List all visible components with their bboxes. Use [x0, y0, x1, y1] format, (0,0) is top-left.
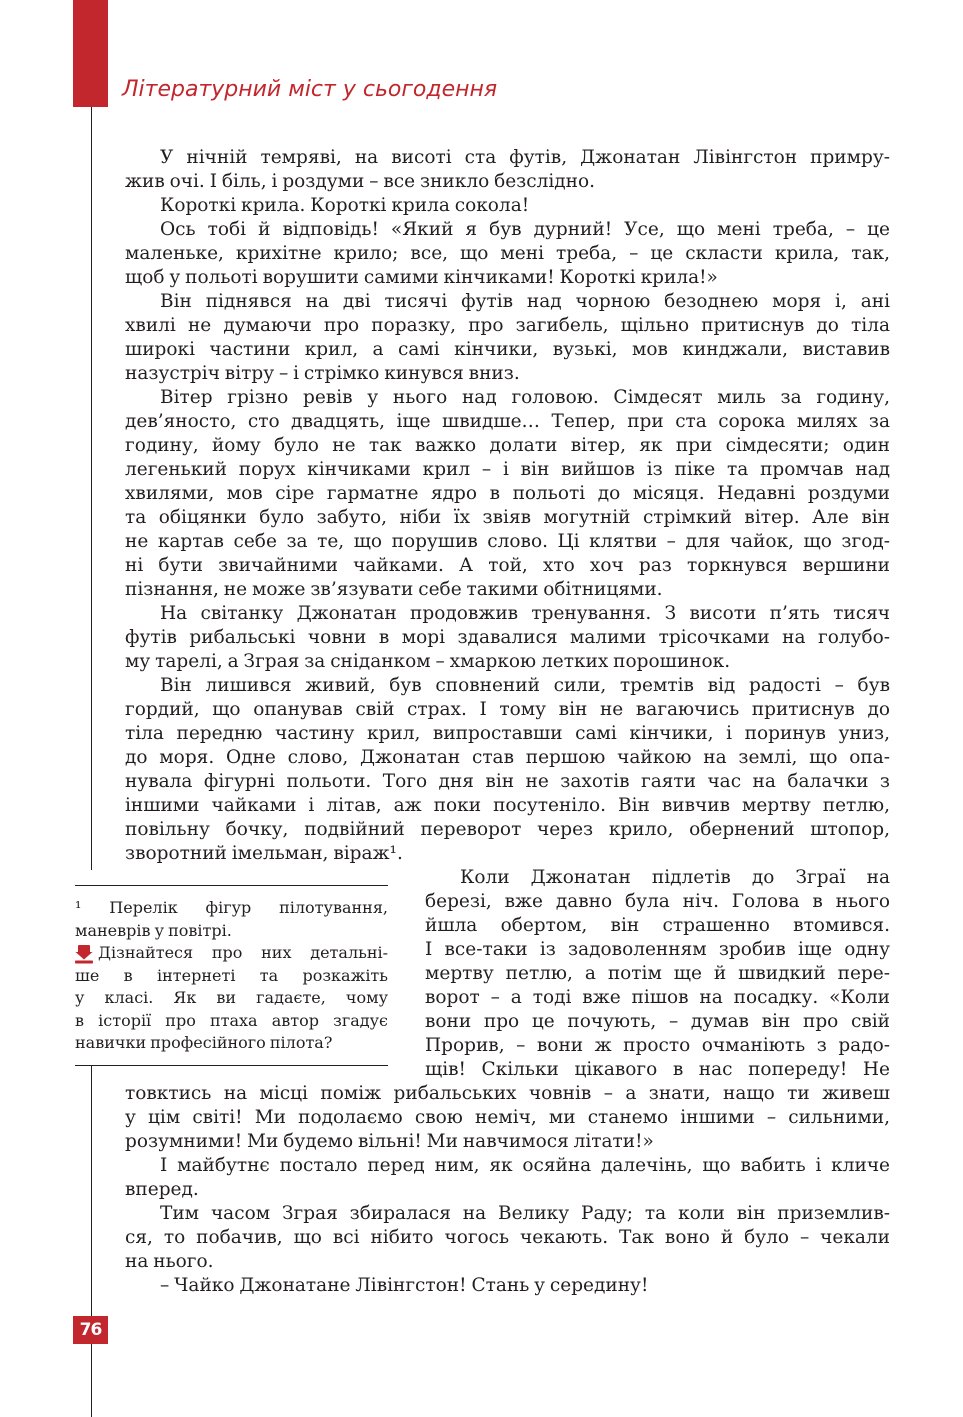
text-line: березі, вже давно була ніч. Голова в нього	[425, 891, 890, 912]
task-line: навички професійного пілота?	[75, 1033, 333, 1052]
text-line: Коли Джонатан підлетів до Зграї на	[460, 867, 890, 888]
main-text	[125, 146, 890, 866]
text-line: вперед.	[125, 1179, 199, 1200]
text-line: та обіцянки було забуто, ніби їх звіяв могутній стрімкий вітер. Але він	[125, 507, 890, 528]
paragraph	[125, 674, 890, 866]
text-line: У нічній темряві, на висоті ста футів, Джонатан Лівінгстон примру-	[160, 147, 890, 168]
text-line: щоб у польоті ворушити самими кінчиками! Короткі крила!»	[125, 267, 718, 288]
text-line: На світанку Джонатан продовжив тренування. З висоти п’ять тисяч	[160, 603, 890, 624]
text-line: йшла обертом, він страшенно втомився.	[425, 915, 890, 936]
paragraph	[425, 866, 890, 1082]
text-line: Він піднявся на дві тисячі футів над чорною безоднею моря і, ані	[160, 291, 890, 312]
paragraph	[125, 146, 890, 194]
side-column-text	[425, 866, 890, 1082]
text-line: назустріч вітру – і стрімко кинувся вниз.	[125, 363, 520, 384]
footnote	[75, 897, 388, 942]
text-line: маленьке, крихітне крило; все, що мені треба, – це скласти крила, так,	[125, 243, 890, 264]
footnote-line: маневрів у повітрі.	[75, 920, 232, 940]
task-line: у класі. Як ви гадаєте, чому	[75, 988, 388, 1007]
text-line: нувала фігурні польоти. Того дня він не захотів гаяти час на балачки з	[125, 771, 890, 792]
text-line: щів! Скільки цікавого в нас попереду! Не	[425, 1059, 890, 1080]
text-line: у цім світі! Ми подолаємо свою неміч, ми станемо іншими – сильними,	[125, 1107, 890, 1128]
text-line: не картав себе за те, що порушив слово. Ці клятви – для чайок, що згод-	[125, 531, 890, 552]
main-text	[125, 1082, 890, 1298]
text-line: Тим часом Зграя збиралася на Велику Раду; та коли він приземлив-	[160, 1203, 890, 1224]
text-line: до моря. Одне слово, Джонатан став першою чайкою на землі, що опа-	[125, 747, 890, 768]
text-line: дев’яносто, сто двадцять, іще швидше… Тепер, при ста сорока милях за	[125, 411, 890, 432]
task-line: в історії про птаха автор згадує	[75, 1010, 388, 1030]
footnote-line: ¹ Перелік фігур пілотування,	[75, 898, 388, 917]
task-line: ше в інтернеті та розкажіть	[75, 965, 388, 985]
task-note	[75, 942, 388, 1055]
text-line: жив очі. І біль, і роздуми – все зникло безслідно.	[125, 171, 596, 192]
text-line: широкі частини крил, а самі кінчики, вузькі, мов кинджали, виставив	[125, 339, 890, 360]
sidebar-note	[75, 897, 388, 1055]
text-line: легенький порух кінчиками крил – і він вийшов із піке та промчав над	[125, 459, 890, 480]
text-line: Прорив, – вони ж просто очманіють з радо-	[425, 1035, 890, 1056]
text-line: Короткі крила. Короткі крила сокола!	[160, 195, 530, 216]
text-line: зворотний імельман, віраж¹.	[125, 843, 403, 864]
sidebar-top-rule	[75, 885, 388, 886]
text-line: годину, йому було не так важко долати вітер, як при сімдесяти; один	[125, 435, 890, 456]
sidebar-bottom-rule	[75, 1065, 388, 1066]
margin-rule	[91, 107, 92, 870]
text-line: Він лишився живий, був сповнений сили, тремтів від радості – був	[160, 675, 890, 696]
text-line: хвилями, мов сіре гарматне ядро в польоті до місяця. Недавні роздуми	[125, 483, 890, 504]
download-icon	[75, 945, 93, 964]
paragraph	[125, 194, 890, 218]
text-line: Ось тобі й відповідь! «Який я був дурний! Усе, що мені треба, – це	[160, 219, 890, 240]
paragraph	[125, 1274, 890, 1298]
text-line: гордий, що опанував свій страх. І тому він не вагаючись притиснув до	[125, 699, 890, 720]
paragraph	[125, 1202, 890, 1274]
paragraph	[125, 602, 890, 674]
margin-rule	[91, 1065, 92, 1417]
paragraph-continued	[125, 1082, 890, 1154]
paragraph	[125, 386, 890, 602]
text-line: розумними! Ми будемо вільні! Ми навчимося літати!»	[125, 1131, 654, 1152]
text-line: І майбутнє постало перед ним, як осяйна далечінь, що вабить і кличе	[160, 1155, 890, 1176]
text-line: – Чайко Джонатане Лівінгстон! Стань у середину!	[160, 1275, 649, 1296]
text-line: І все-таки із задоволенням зробив іще одну	[425, 939, 890, 960]
text-line: на нього.	[125, 1251, 214, 1272]
text-line: товктись на місці поміж рибальських човнів – а знати, нащо ти живеш	[125, 1083, 890, 1104]
text-line: футів рибальські човни в морі здавалися малими трісочками на голубо-	[125, 627, 890, 648]
page-number: 76	[73, 1316, 108, 1344]
text-line: ворот – а тоді вже пішов на посадку. «Коли	[425, 987, 890, 1008]
paragraph	[125, 1154, 890, 1202]
paragraph	[125, 218, 890, 290]
task-line: Дізнайтеся про них детальні-	[98, 943, 388, 962]
text-line: хвилі не думаючи про поразку, про загибель, щільно притиснув до тіла	[125, 315, 890, 336]
text-line: ні бути звичайними чайками. А той, хто хоч раз торкнувся вершини	[125, 555, 890, 576]
text-line: іншими чайками і літав, аж поки посутеніло. Він вивчив мертву петлю,	[125, 795, 890, 816]
text-line: ся, то побачив, що всі нібито чогось чекають. Так воно й було – чекали	[125, 1227, 890, 1248]
section-title: Літературний міст у сьогодення	[122, 77, 498, 102]
text-line: Вітер грізно ревів у нього над головою. Сімдесят миль за годину,	[160, 387, 890, 408]
text-line: му тарелі, а Зграя за сніданком – хмаркою летких порошинок.	[125, 651, 731, 672]
text-line: пізнання, не може зв’язувати себе такими обітницями.	[125, 579, 663, 600]
text-line: повільну бочку, подвійний переворот через крило, обернений штопор,	[125, 819, 890, 840]
text-line: вони про це почують, – думав він про свій	[425, 1011, 890, 1032]
section-tab	[73, 0, 108, 107]
paragraph	[125, 290, 890, 386]
text-line: мертву петлю, а потім ще й швидкий пере-	[425, 963, 890, 984]
text-line: тіла передню частину крил, випроставши самі кінчики, і поринув униз,	[125, 723, 890, 744]
